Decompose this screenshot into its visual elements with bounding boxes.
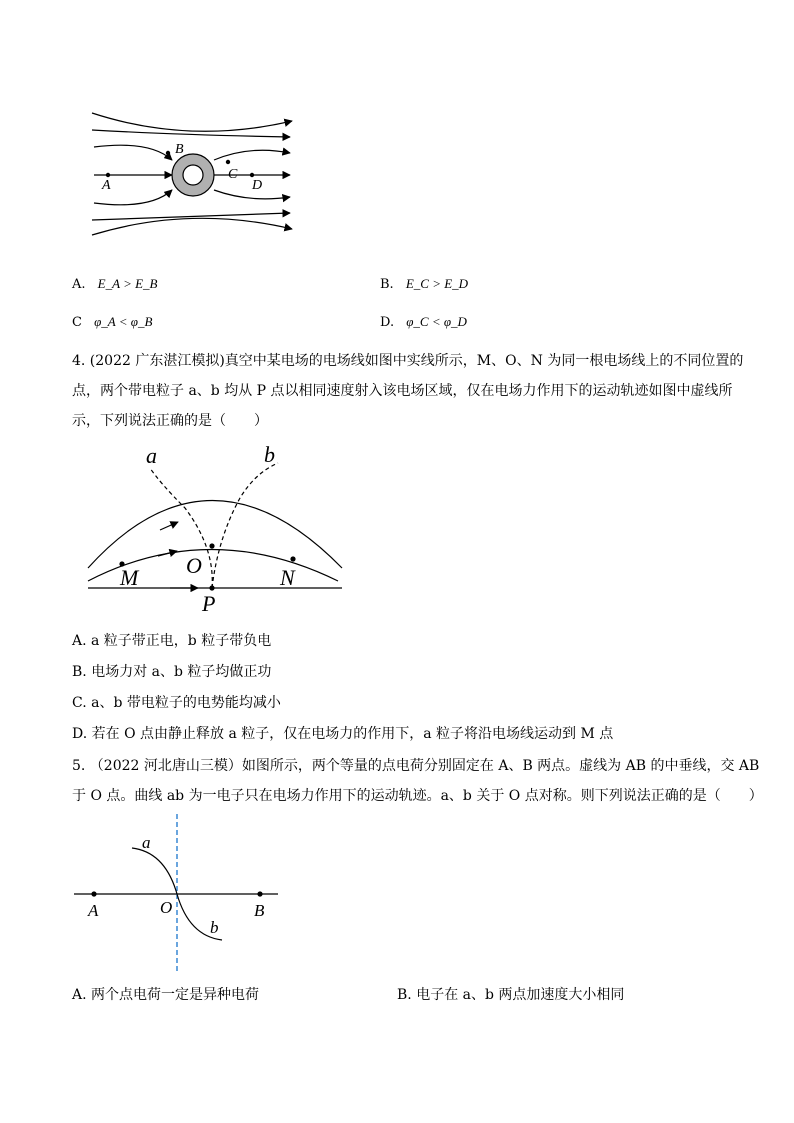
q4-option-a[interactable]: A. a 粒子带正电，b 粒子带负电 [72,633,272,649]
label-a: a [146,443,157,468]
q4-stem-line-2: 点，两个带电粒子 a、b 均从 P 点以相同速度射入该电场区域，仅在电场力作用下的运动轨迹如图中虚线所 [72,383,733,399]
label-N: N [280,565,295,590]
label-b: b [264,442,275,467]
trajectory-figure-q4 [80,438,350,618]
option-expr: E_A > E_B [97,276,158,291]
label-a: a [142,833,151,852]
field-lines-figure-1 [80,105,310,240]
label-O: O [160,898,173,917]
q3-option-a[interactable] [72,274,157,295]
option-letter: D. [380,315,395,330]
charges-figure-q5 [70,812,290,977]
q4-stem-line-3: 示，下列说法正确的是（ ） [72,413,268,429]
label-b: b [210,918,219,937]
option-expr: φ_A < φ_B [94,314,153,329]
label-A: A [88,901,99,920]
label-O: O [186,553,202,578]
q5-option-a[interactable]: A. 两个点电荷一定是异种电荷 [72,987,260,1003]
label-B: B [254,901,265,920]
q3-option-d[interactable] [380,312,467,333]
label-P: P [202,591,216,616]
option-expr: φ_C < φ_D [406,314,467,329]
label-C: C [228,167,238,182]
option-letter: B. [380,277,394,292]
q5-stem-line-1: 5. （2022 河北唐山三模）如图所示，两个等量的点电荷分别固定在 A、B 两点。虚线为 AB 的中垂线，交 AB [72,758,760,774]
q3-option-b[interactable] [380,274,468,295]
q4-stem-line-1: 4. (2022 广东湛江模拟)真空中某电场的电场线如图中实线所示，M、O、N 为同一根电场线上的不同位置的 [72,353,744,369]
q4-option-d[interactable]: D. 若在 O 点由静止释放 a 粒子，仅在电场力的作用下，a 粒子将沿电场线运动到 M 点 [72,726,614,742]
q4-option-c[interactable]: C. a、b 带电粒子的电势能均减小 [72,695,281,711]
q5-stem-line-2: 于 O 点。曲线 ab 为一电子只在电场力作用下的运动轨迹。a、b 关于 O 点对称。则下列说法正确的是（ ） [72,788,763,804]
label-D: D [252,178,263,193]
q3-option-c[interactable] [72,312,152,333]
label-B: B [175,142,184,157]
option-letter: A. [72,277,86,292]
q5-option-b[interactable]: B. 电子在 a、b 两点加速度大小相同 [397,987,625,1003]
option-expr: E_C > E_D [405,276,469,291]
q4-option-b[interactable]: B. 电场力对 a、b 粒子均做正功 [72,664,272,680]
label-A: A [102,178,111,193]
label-M: M [120,565,139,590]
option-letter: C [72,315,82,330]
